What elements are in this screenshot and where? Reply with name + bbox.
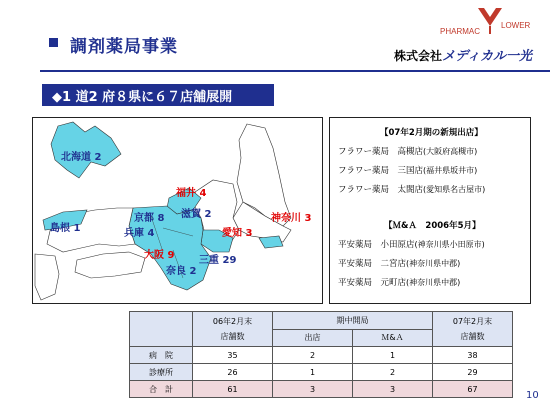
page-number: 10 bbox=[526, 390, 539, 401]
opening-item: フラワー薬局 高槻店(大阪府高槻市) bbox=[338, 147, 478, 157]
map-label-shimane: 島根 1 bbox=[50, 223, 81, 234]
company-name bbox=[394, 45, 532, 64]
ma-heading: 【Ｍ&Ａ 2006年5月】 bbox=[384, 221, 481, 231]
svg-text:PHARMAC: PHARMAC bbox=[440, 27, 481, 36]
kanagawa-shape bbox=[259, 236, 283, 248]
map-label-aichi: 愛知 3 bbox=[222, 228, 253, 239]
kyushu-shape bbox=[35, 254, 59, 300]
acquisition-item: 平安薬局 元町店(神奈川県中郡) bbox=[338, 278, 461, 288]
map-label-kyoto: 京都 8 bbox=[134, 213, 165, 224]
table-header-ma: Ｍ&Ａ bbox=[353, 329, 433, 347]
store-count-table bbox=[129, 311, 513, 398]
header-rule bbox=[40, 70, 550, 72]
map-label-hokkaido: 北海道 2 bbox=[61, 152, 102, 163]
y-flower-icon bbox=[478, 8, 502, 34]
map-label-shiga: 滋賀 2 bbox=[181, 209, 212, 220]
table-row: 病 院 35 2 1 38 bbox=[130, 347, 513, 364]
table-corner bbox=[130, 312, 193, 347]
company-prefix: 株式会社 bbox=[394, 49, 443, 63]
company-brand: メディカル一光 bbox=[442, 49, 532, 64]
section-banner-text: ◆1 道2 府８県に６７店舗展開 bbox=[52, 90, 233, 105]
opening-item: フラワー薬局 太閤店(愛知県名古屋市) bbox=[338, 185, 486, 195]
acquisition-item: 平安薬局 二宮店(神奈川県中郡) bbox=[338, 259, 461, 269]
shikoku-shape bbox=[75, 252, 145, 278]
map-label-osaka: 大阪 9 bbox=[144, 250, 175, 261]
map-label-nara: 奈良 2 bbox=[166, 266, 197, 277]
new-stores-heading: 【07年2月期の新規出店】 bbox=[380, 128, 483, 138]
map-label-fukui: 福井 4 bbox=[176, 188, 207, 199]
table-header-feb06: 06年2月末 店舗数 bbox=[193, 312, 273, 347]
map-label-kanagawa: 神奈川 3 bbox=[271, 213, 312, 224]
map-label-hyogo: 兵庫 4 bbox=[124, 228, 155, 239]
table-header-opened: 期中開局 bbox=[273, 312, 433, 330]
table-row: 診療所 26 1 2 29 bbox=[130, 364, 513, 381]
opening-item: フラワー薬局 三国店(福井県坂井市) bbox=[338, 166, 478, 176]
acquisition-item: 平安薬局 小田原店(神奈川県小田原市) bbox=[338, 240, 485, 250]
table-header-feb07: 07年2月末 店舗数 bbox=[433, 312, 513, 347]
table-header-new: 出店 bbox=[273, 329, 353, 347]
svg-text:LOWER: LOWER bbox=[501, 21, 531, 30]
title-bullet bbox=[49, 38, 58, 47]
map-label-mie: 三重 29 bbox=[199, 255, 237, 266]
table-row-total: 合 計 61 3 3 67 bbox=[130, 381, 513, 398]
page-title: 調剤薬局事業 bbox=[70, 37, 178, 57]
